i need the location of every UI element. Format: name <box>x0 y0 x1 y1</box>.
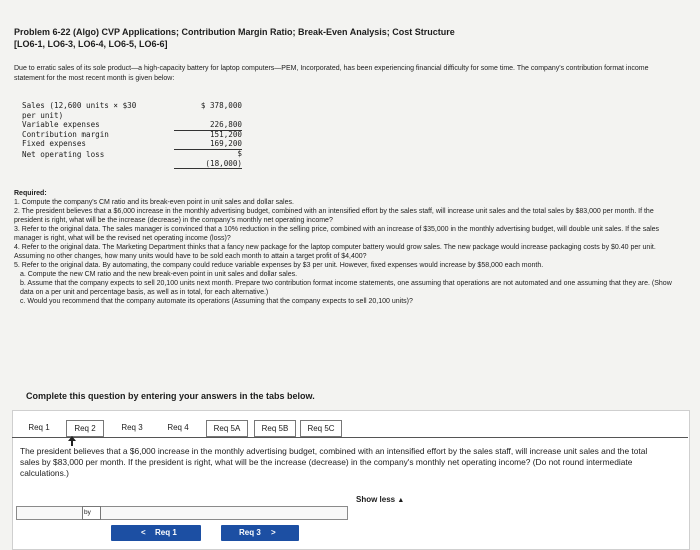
statement-label: Net operating loss <box>22 149 105 159</box>
problem-title-line1: Problem 6-22 (Algo) CVP Applications; Contribution Margin Ratio; Break-Even Analysis; Cost Structure <box>14 27 455 37</box>
problem-intro: Due to erratic sales of its sole product—a high-capacity battery for laptop computers—PEM, Incorporated, has been experiencing financial difficulty for some time. The company's contribution format income statement for the most recent month is given below: <box>14 65 649 82</box>
next-req-button[interactable] <box>221 525 299 541</box>
next-req-label: Req 3 <box>239 528 261 537</box>
required-subitem: a. Compute the new CM ratio and the new break-even point in unit sales and dollar sales. <box>20 271 298 278</box>
statement-value: 226,800 <box>174 120 242 131</box>
show-less-toggle[interactable] <box>356 495 404 504</box>
problem-title <box>14 26 664 50</box>
required-item: 3. Refer to the original data. The sales manager is convinced that a 10% reduction in the selling price, combined with an increase of $35,000 in the monthly advertising budget, will double unit sales. If the sales manager is right, what will be the revised net operating income (loss)? <box>14 226 660 242</box>
statement-label: Variable expenses <box>22 120 100 130</box>
chevron-left-icon: < <box>141 528 146 537</box>
tab-req-1[interactable]: Req 1 <box>28 423 50 432</box>
tab-req-5a[interactable]: Req 5A <box>206 420 248 437</box>
required-item: 1. Compute the company's CM ratio and its break-even point in unit sales and dollar sales. <box>14 199 294 206</box>
required-item: 4. Refer to the original data. The Marketing Department thinks that a fancy new package for the laptop computer battery would grow sales. The new package would increase packaging costs by $0.40 per unit. Assuming no other changes, how many units would have to be sold each month to attain a target profit of $4,400? <box>14 244 656 260</box>
tab-divider <box>12 437 688 438</box>
statement-label: Contribution margin <box>22 129 109 139</box>
statement-label: Fixed expenses <box>22 139 87 149</box>
instructions-heading: Complete this question by entering your answers in the tabs below. <box>26 391 315 401</box>
tab-req-5b[interactable]: Req 5B <box>254 420 296 437</box>
answer-input[interactable] <box>100 507 344 518</box>
required-item: 2. The president believes that a $6,000 increase in the monthly advertising budget, combined with an intensified effort by the sales staff, will increase unit sales and the total sales by $83,000 per month. If the president is right, what will be the increase (decrease) in the company's monthly net operating income? <box>14 208 654 224</box>
required-subitem: b. Assume that the company expects to sell 20,100 units next month. Prepare two contribution format income statements, one assuming that operations are not automated and one assuming that they are. (Show data on a per unit and percentage basis, as well as in total, for each alternative.) <box>20 280 672 296</box>
caret-up-icon: ▲ <box>397 497 405 504</box>
tab-req-4[interactable]: Req 4 <box>167 423 189 432</box>
statement-value: 169,200 <box>174 139 242 150</box>
prev-req-button[interactable] <box>111 525 201 541</box>
statement-value: $ 378,000 <box>200 101 242 110</box>
required-section <box>14 189 674 306</box>
prev-req-label: Req 1 <box>155 528 177 537</box>
statement-label: Sales (12,600 units × $30 <box>22 101 137 110</box>
answer-prefix: by <box>82 506 101 520</box>
statement-value: 151,200 <box>209 129 242 139</box>
problem-title-line2: [LO6-1, LO6-3, LO6-4, LO6-5, LO6-6] <box>14 39 168 49</box>
chevron-right-icon: > <box>271 528 276 537</box>
show-less-label: Show less <box>356 495 396 504</box>
tab-req-5c[interactable]: Req 5C <box>300 420 342 437</box>
cursor-arrow-icon <box>68 436 76 446</box>
statement-value: $ <box>237 148 242 158</box>
question-text: The president believes that a $6,000 increase in the monthly advertising budget, combined with an intensified effort by the sales staff, will increase unit sales and the total sales by $83,000 per month. If the president is right, what will be the increase (decrease) in the company's monthly net operating income? (Do not round intermediate calculations.) <box>20 446 648 478</box>
required-subitem: c. Would you recommend that the company automate its operations (Assuming that the company expects to sell 20,100 units)? <box>20 298 413 305</box>
required-heading: Required: <box>14 190 47 197</box>
tab-req-2[interactable]: Req 2 <box>66 420 104 437</box>
required-item: 5. Refer to the original data. By automating, the company could reduce variable expenses by $3 per unit. However, fixed expenses would increase by $58,000 each month. <box>14 262 544 269</box>
statement-value: (18,000) <box>174 159 242 170</box>
tab-req-3[interactable]: Req 3 <box>121 423 143 432</box>
statement-label: per unit) <box>22 110 64 120</box>
